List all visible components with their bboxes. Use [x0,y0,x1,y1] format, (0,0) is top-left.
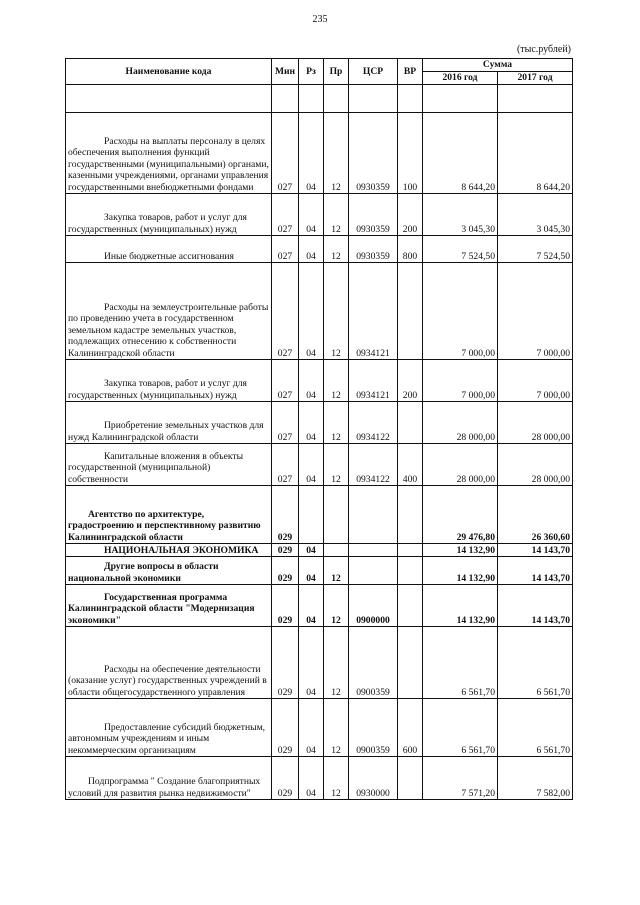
cell-name [66,263,272,360]
cell-rz: 04 [299,444,324,486]
cell-csr: 0930359 [349,113,398,194]
cell-2017: 8 644,20 [498,113,573,194]
cell-pr: 12 [324,627,349,699]
cell-name-text: Агентство по архитектуре, градостроению и перспективному развитию Калининградской области [68,508,261,543]
cell-name-text: Другие вопросы в области национальной экономики [68,561,219,584]
cell-name [66,757,272,800]
cell-csr: 0934121 [349,263,398,360]
cell-csr: 0934121 [349,360,398,402]
cell-rz: 04 [299,699,324,757]
table-row [66,585,573,627]
cell-name [66,557,272,585]
cell-vr [398,544,423,557]
cell-vr [398,585,423,627]
cell-pr: 12 [324,585,349,627]
cell-name [66,627,272,699]
cell-2016: 6 561,70 [423,699,498,757]
cell-2016: 28 000,00 [423,444,498,486]
cell-rz: 04 [299,194,324,236]
cell-min: 029 [272,699,299,757]
cell-2016: 7 000,00 [423,360,498,402]
cell-2017 [498,85,573,113]
cell-csr: 0900359 [349,699,398,757]
cell-name [66,360,272,402]
cell-2017: 28 000,00 [498,402,573,444]
cell-pr: 12 [324,444,349,486]
table-row [66,557,573,585]
cell-name-text: Закупка товаров, работ и услуг для государственных (муниципальных) нужд [68,212,247,235]
table-row [66,627,573,699]
cell-2016 [423,85,498,113]
cell-min: 027 [272,402,299,444]
cell-vr [398,486,423,544]
header-vr: ВР [398,59,423,85]
cell-min: 029 [272,757,299,800]
cell-min: 027 [272,360,299,402]
cell-2017: 6 561,70 [498,627,573,699]
cell-2017: 14 143,70 [498,585,573,627]
cell-vr: 600 [398,699,423,757]
cell-2017: 7 524,50 [498,236,573,263]
table-row [66,113,573,194]
cell-rz: 04 [299,113,324,194]
header-2016: 2016 год [423,72,498,85]
header-csr: ЦСР [349,59,398,85]
cell-name-text: Капитальные вложения в объекты государственной (муниципальной) собственности [68,450,244,485]
table-row [66,486,573,544]
cell-min: 027 [272,194,299,236]
cell-csr: 0930000 [349,757,398,800]
table-row [66,757,573,800]
cell-rz: 04 [299,360,324,402]
cell-vr: 400 [398,444,423,486]
header-min: Мин [272,59,299,85]
cell-pr: 12 [324,263,349,360]
cell-csr [349,486,398,544]
cell-name [66,236,272,263]
cell-vr [398,85,423,113]
table-row [66,544,573,557]
cell-min: 027 [272,236,299,263]
cell-name-text: Расходы на выплаты персоналу в целях обеспечения выполнения функций государственными (муниципальными) органами, казенными учреждениями, органами управления государственными внебюджетными фондами [68,135,269,193]
cell-csr: 0934122 [349,444,398,486]
header-2017: 2017 год [498,72,573,85]
cell-rz: 04 [299,236,324,263]
cell-name-text: НАЦИОНАЛЬНАЯ ЭКОНОМИКА [104,544,259,556]
cell-vr [398,757,423,800]
cell-2017: 26 360,60 [498,486,573,544]
cell-2017: 28 000,00 [498,444,573,486]
cell-pr: 12 [324,194,349,236]
budget-table [65,58,573,800]
header-sum: Сумма [423,59,573,72]
cell-rz: 04 [299,627,324,699]
cell-vr [398,263,423,360]
cell-min: 027 [272,113,299,194]
cell-2017: 14 143,70 [498,557,573,585]
cell-csr: 0934122 [349,402,398,444]
cell-2016: 8 644,20 [423,113,498,194]
cell-2017: 6 561,70 [498,699,573,757]
cell-pr: 12 [324,360,349,402]
cell-rz: 04 [299,557,324,585]
cell-rz: 04 [299,402,324,444]
header-name: Наименование кода [66,59,272,85]
cell-name-text: Иные бюджетные ассигнования [104,250,234,262]
table-row [66,236,573,263]
cell-rz: 04 [299,757,324,800]
cell-2016: 7 571,20 [423,757,498,800]
cell-name-text: Закупка товаров, работ и услуг для государственных (муниципальных) нужд [68,378,247,401]
cell-2017: 14 143,70 [498,544,573,557]
cell-2016: 14 132,90 [423,557,498,585]
cell-2016: 14 132,90 [423,585,498,627]
cell-csr: 0900000 [349,585,398,627]
cell-min: 027 [272,263,299,360]
cell-rz [299,85,324,113]
cell-rz: 04 [299,263,324,360]
cell-pr: 12 [324,113,349,194]
cell-vr: 200 [398,194,423,236]
cell-csr: 0930359 [349,236,398,263]
cell-pr: 12 [324,402,349,444]
cell-name [66,85,272,113]
table-row [66,444,573,486]
cell-csr: 0930359 [349,194,398,236]
cell-min: 029 [272,486,299,544]
cell-name-text: Государственная программа Калининградской области "Модернизация экономики" [68,591,255,626]
cell-2017: 7 582,00 [498,757,573,800]
cell-min: 029 [272,627,299,699]
cell-name [66,194,272,236]
cell-rz: 04 [299,544,324,557]
cell-vr [398,402,423,444]
cell-csr [349,557,398,585]
table-row [66,360,573,402]
cell-2017: 3 045,30 [498,194,573,236]
cell-name [66,585,272,627]
table-row [66,194,573,236]
cell-name [66,486,272,544]
cell-name [66,444,272,486]
cell-pr [324,85,349,113]
table-row [66,263,573,360]
cell-2016: 28 000,00 [423,402,498,444]
cell-min: 027 [272,444,299,486]
cell-pr: 12 [324,699,349,757]
cell-rz [299,486,324,544]
table-row [66,85,573,113]
cell-name [66,113,272,194]
cell-name-text: Подпрограмма " Создание благоприятных условий для развития рынка недвижимости" [68,776,261,799]
cell-vr: 200 [398,360,423,402]
header-rz: Рз [299,59,324,85]
cell-csr: 0900359 [349,627,398,699]
cell-name-text: Расходы на обеспечение деятельности (оказание услуг) государственных учреждений в области общегосударственного управления [68,663,267,698]
cell-min: 029 [272,544,299,557]
cell-2016: 6 561,70 [423,627,498,699]
cell-pr: 12 [324,236,349,263]
cell-min: 029 [272,585,299,627]
cell-vr: 100 [398,113,423,194]
unit-label: (тыс.рублей) [516,44,571,55]
cell-name-text: Расходы на землеустроительные работы по проведению учета в государственном земельном кадастре земельных участков, подлежащих отнесению к собственности Калининградской области [68,301,269,359]
cell-2016: 14 132,90 [423,544,498,557]
cell-2016: 7 524,50 [423,236,498,263]
cell-vr [398,557,423,585]
header-pr: Пр [324,59,349,85]
table-row [66,699,573,757]
page-number: 235 [312,14,328,25]
table-row [66,402,573,444]
cell-vr: 800 [398,236,423,263]
cell-2017: 7 000,00 [498,263,573,360]
cell-name [66,699,272,757]
cell-pr: 12 [324,757,349,800]
cell-csr [349,544,398,557]
cell-pr: 12 [324,557,349,585]
cell-2016: 3 045,30 [423,194,498,236]
cell-vr [398,627,423,699]
cell-2017: 7 000,00 [498,360,573,402]
cell-name-text: Предоставление субсидий бюджетным, автономным учреждениям и иным некоммерческим организациям [68,721,266,756]
cell-name [66,402,272,444]
cell-2016: 29 476,80 [423,486,498,544]
cell-csr [349,85,398,113]
cell-pr [324,486,349,544]
cell-rz: 04 [299,585,324,627]
cell-name [66,544,272,557]
cell-pr [324,544,349,557]
cell-name-text: Приобретение земельных участков для нужд Калининградской области [68,420,264,443]
cell-2016: 7 000,00 [423,263,498,360]
cell-min: 029 [272,557,299,585]
cell-min [272,85,299,113]
